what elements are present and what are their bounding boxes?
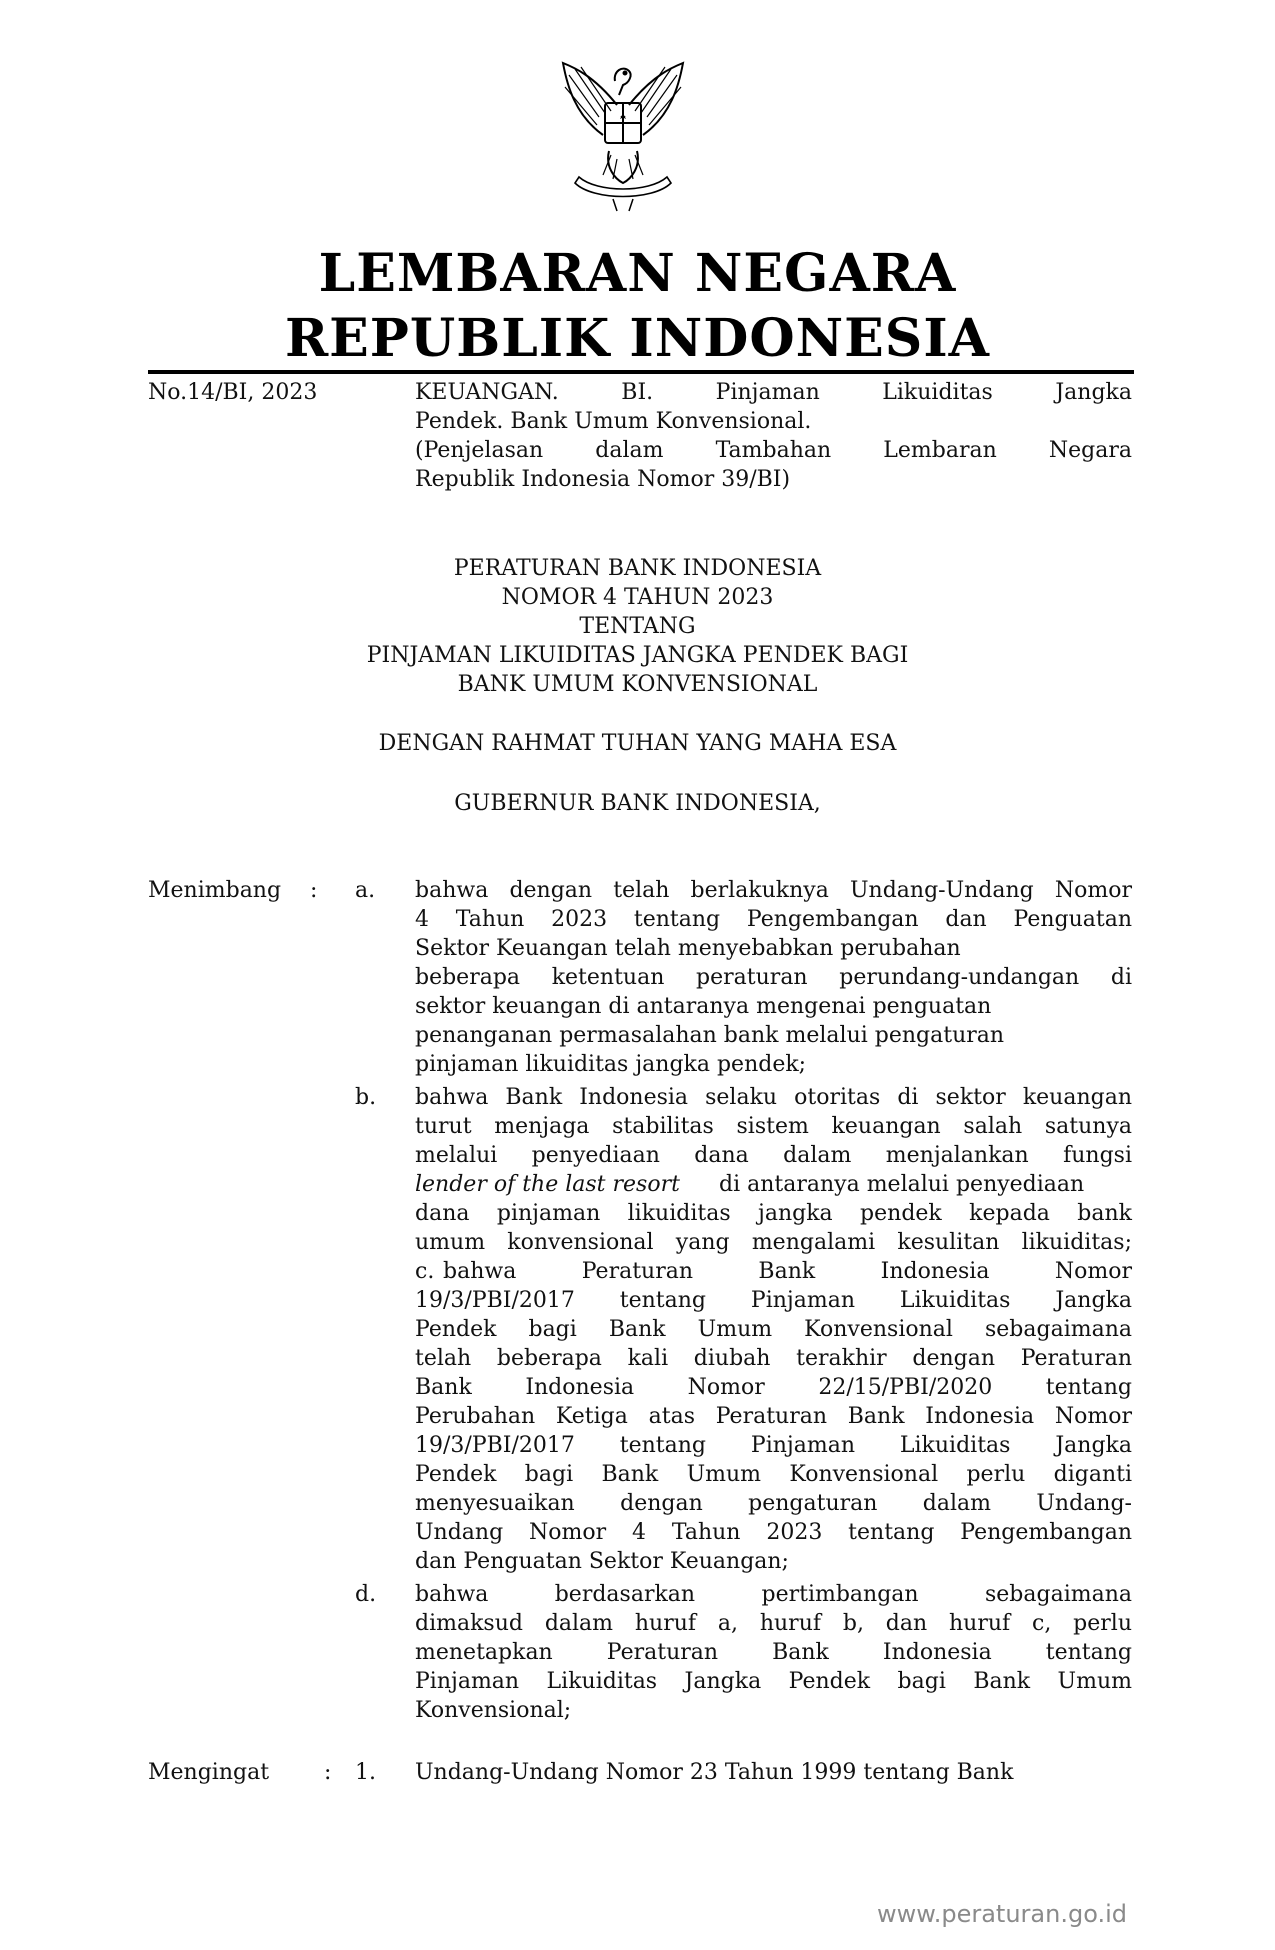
subject-line: Republik Indonesia Nomor 39/BI): [415, 467, 791, 492]
subject-line: Pendek. Bank Umum Konvensional.: [415, 409, 812, 434]
clause-line: bahwa Peraturan Bank Indonesia Nomor: [443, 1259, 1132, 1284]
gazette-number: No.14/BI, 2023: [148, 380, 318, 405]
clause-line: umum konvensional yang mengalami kesulitan likuiditas;: [415, 1230, 1132, 1255]
clause-line: Sektor Keuangan telah menyebabkan perubahan: [415, 936, 961, 961]
clause-line: Undang-Undang Nomor 23 Tahun 1999 tentang Bank: [415, 1760, 1014, 1785]
clause-line: 19/3/PBI/2017 tentang Pinjaman Likuiditas Jangka: [415, 1433, 1132, 1458]
clause-line: dimaksud dalam huruf a, huruf b, dan huruf c, perlu: [415, 1611, 1132, 1636]
clause-line: bahwa berdasarkan pertimbangan sebagaimana: [415, 1582, 1132, 1607]
clause-line: Perubahan Ketiga atas Peraturan Bank Indonesia Nomor: [415, 1404, 1132, 1429]
menimbang-label: Menimbang: [148, 878, 282, 903]
clause-line: menetapkan Peraturan Bank Indonesia tentang: [415, 1640, 1132, 1665]
masthead-rule: [148, 370, 1134, 374]
regulation-title: PERATURAN BANK INDONESIA: [453, 556, 822, 581]
item-marker: c.: [415, 1259, 435, 1284]
regulation-subject: BANK UMUM KONVENSIONAL: [457, 672, 818, 697]
clause-line: 19/3/PBI/2017 tentang Pinjaman Likuiditas Jangka: [415, 1288, 1132, 1313]
clause-line: beberapa ketentuan peraturan perundang-undangan di: [415, 965, 1132, 990]
clause-line: Undang Nomor 4 Tahun 2023 tentang Pengembangan: [415, 1520, 1132, 1545]
clause-line: pinjaman likuiditas jangka pendek;: [415, 1052, 807, 1077]
clause-line: Pinjaman Likuiditas Jangka Pendek bagi Bank Umum: [415, 1669, 1132, 1694]
clause-line: sektor keuangan di antaranya mengenai penguatan: [415, 994, 992, 1019]
mengingat-label: Mengingat: [148, 1760, 270, 1785]
clause-line: di antaranya melalui penyediaan: [719, 1172, 1085, 1197]
item-marker: d.: [355, 1582, 377, 1607]
masthead-subtitle: REPUBLIK INDONESIA: [284, 308, 991, 369]
clause-line: penanganan permasalahan bank melalui pengaturan: [415, 1023, 1005, 1048]
subject-line: KEUANGAN. BI. Pinjaman Likuiditas Jangka: [415, 380, 1132, 405]
clause-line: Bank Indonesia Nomor 22/15/PBI/2020 tentang: [415, 1375, 1132, 1400]
subject-line: (Penjelasan dalam Tambahan Lembaran Negara: [415, 438, 1132, 463]
regulation-number: NOMOR 4 TAHUN 2023: [501, 585, 774, 610]
garuda-emblem: [553, 55, 693, 215]
item-marker: a.: [355, 878, 376, 903]
clause-line: menyesuaikan dengan pengaturan dalam Undang-: [415, 1491, 1132, 1516]
clause-line: Pendek bagi Bank Umum Konvensional perlu diganti: [415, 1462, 1132, 1487]
clause-line: telah beberapa kali diubah terakhir dengan Peraturan: [415, 1346, 1132, 1371]
regulation-about: TENTANG: [579, 614, 696, 639]
mengingat-colon: :: [324, 1760, 332, 1785]
item-marker: b.: [355, 1085, 377, 1110]
clause-line: Pendek bagi Bank Umum Konvensional sebagaimana: [415, 1317, 1132, 1342]
item-marker: 1.: [355, 1760, 376, 1785]
footer-url[interactable]: www.peraturan.go.id: [877, 1900, 1127, 1928]
clause-line: dana pinjaman likuiditas jangka pendek kepada bank: [415, 1201, 1132, 1226]
invocation: DENGAN RAHMAT TUHAN YANG MAHA ESA: [378, 731, 897, 756]
clause-line: melalui penyediaan dana dalam menjalankan fungsi: [415, 1143, 1132, 1168]
masthead-title: LEMBARAN NEGARA: [318, 243, 957, 304]
menimbang-colon: :: [310, 878, 318, 903]
clause-line: Konvensional;: [415, 1698, 572, 1723]
italic-term: lender of the last resort: [415, 1172, 680, 1197]
clause-line: dan Penguatan Sektor Keuangan;: [415, 1549, 789, 1574]
clause-line: bahwa dengan telah berlakuknya Undang-Undang Nomor: [415, 878, 1132, 903]
clause-line: 4 Tahun 2023 tentang Pengembangan dan Penguatan: [415, 907, 1132, 932]
clause-line: bahwa Bank Indonesia selaku otoritas di sektor keuangan: [415, 1085, 1132, 1110]
authority: GUBERNUR BANK INDONESIA,: [454, 791, 821, 816]
clause-line: turut menjaga stabilitas sistem keuangan salah satunya: [415, 1114, 1132, 1139]
regulation-subject: PINJAMAN LIKUIDITAS JANGKA PENDEK BAGI: [366, 643, 909, 668]
